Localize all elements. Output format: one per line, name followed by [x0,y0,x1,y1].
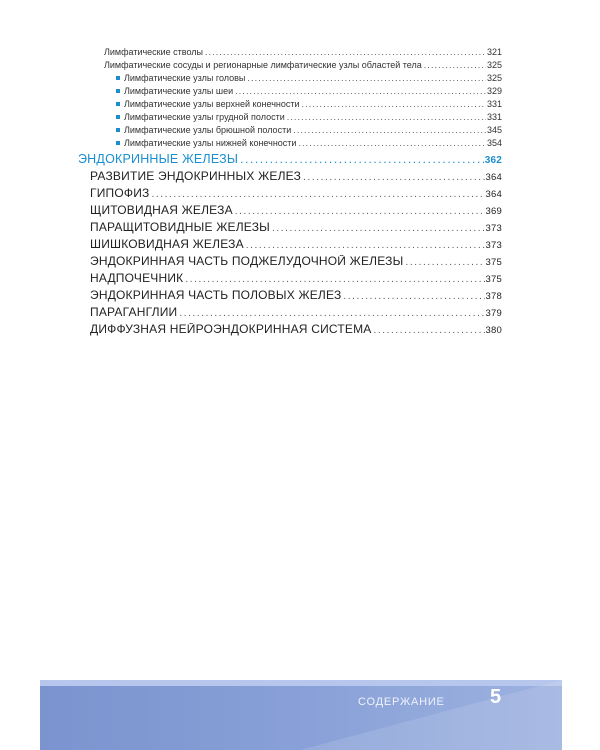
dot-leader [298,139,486,148]
toc-entry-page: 325 [486,74,502,83]
dot-leader [287,113,486,122]
dot-leader [343,292,484,302]
toc-entry-title: ДИФФУЗНАЯ НЕЙРОЭНДОКРИННАЯ СИСТЕМА [90,323,372,336]
toc-section-title: ЭНДОКРИННЫЕ ЖЕЛЕЗЫ [78,153,239,166]
toc-entry-page: 380 [485,325,502,336]
toc-entry-adrenal[interactable] [90,272,502,287]
dot-leader [247,74,486,83]
toc-entry-page: 373 [485,240,502,251]
toc-entry-title: ЩИТОВИДНАЯ ЖЕЛЕЗА [90,204,233,217]
toc-entry-pineal[interactable] [90,238,502,253]
toc-entry-lymph-abdominal[interactable] [116,126,502,137]
toc-entry-title: РАЗВИТИЕ ЭНДОКРИННЫХ ЖЕЛЕЗ [90,170,302,183]
toc-entry-page: 321 [486,48,502,57]
toc-entry-page: 378 [485,291,502,302]
toc-entry-thyroid[interactable] [90,204,502,219]
toc-section-page: 362 [484,155,502,166]
toc-entry-lymph-lower-limb[interactable] [116,139,502,150]
dot-leader [185,275,484,285]
dot-leader [424,61,486,70]
toc-entry-page: 379 [485,308,502,319]
toc-entry-pituitary[interactable] [90,187,502,202]
toc-entry-title: Лимфатические узлы грудной полости [124,113,285,122]
dot-leader [235,87,486,96]
toc-entry-page: 364 [485,189,502,200]
toc-entry-page: 329 [486,87,502,96]
bullet-square-icon [116,76,120,80]
toc-entry-title: ГИПОФИЗ [90,187,150,200]
toc-entry-title: Лимфатические узлы нижней конечности [124,139,297,148]
toc-entry-page: 345 [486,126,502,135]
toc-entry-development[interactable] [90,170,502,185]
page-footer-band [40,680,562,750]
toc-entry-title: Лимфатические сосуды и регионарные лимфатические узлы областей тела [104,61,422,70]
toc-entry-title: ШИШКОВИДНАЯ ЖЕЛЕЗА [90,238,244,251]
toc-entry-lymphatic-trunks[interactable] [104,48,502,59]
footer-page-number: 5 [490,686,502,708]
toc-entry-parathyroid[interactable] [90,221,502,236]
bullet-square-icon [116,141,120,145]
dot-leader [235,207,485,217]
toc-entry-gonads-endocrine[interactable] [90,289,502,304]
toc-entry-diffuse-neuroendocrine[interactable] [90,323,502,338]
toc-entry-title: ЭНДОКРИННАЯ ЧАСТЬ ПОДЖЕЛУДОЧНОЙ ЖЕЛЕЗЫ [90,255,404,268]
bullet-square-icon [116,102,120,106]
toc-entry-page: 364 [485,172,502,183]
toc-entry-lymph-upper-limb[interactable] [116,100,502,111]
toc-entry-title: ПАРАЩИТОВИДНЫЕ ЖЕЛЕЗЫ [90,221,270,234]
toc-entry-regional-lymph-nodes[interactable] [104,61,502,72]
toc-section-endocrine-glands[interactable] [78,153,502,168]
footer-section-label: СОДЕРЖАНИЕ [358,696,445,708]
toc-entry-title: Лимфатические узлы брюшной полости [124,126,292,135]
dot-leader [272,224,485,234]
toc-entry-pancreas-endocrine[interactable] [90,255,502,270]
toc-entry-title: Лимфатические узлы головы [124,74,246,83]
dot-leader [293,126,486,135]
toc-entry-lymph-neck[interactable] [116,87,502,98]
toc-entry-lymph-thoracic[interactable] [116,113,502,124]
toc-entry-title: Лимфатические узлы шеи [124,87,234,96]
toc-entry-page: 331 [486,113,502,122]
toc-entry-title: Лимфатические узлы верхней конечности [124,100,300,109]
toc-entry-page: 375 [485,257,502,268]
toc-entry-title: Лимфатические стволы [104,48,203,57]
toc-entry-title: ЭНДОКРИННАЯ ЧАСТЬ ПОЛОВЫХ ЖЕЛЕЗ [90,289,342,302]
bullet-square-icon [116,128,120,132]
dot-leader [240,153,484,165]
toc-entry-title: НАДПОЧЕЧНИК [90,272,184,285]
dot-leader [246,241,485,251]
dot-leader [303,173,484,183]
bullet-square-icon [116,89,120,93]
toc-entry-page: 325 [486,61,502,70]
toc-entry-page: 354 [486,139,502,148]
dot-leader [205,48,486,57]
dot-leader [179,309,484,319]
toc-entry-page: 375 [485,274,502,285]
toc-entry-page: 369 [485,206,502,217]
toc-entry-lymph-head[interactable] [116,74,502,85]
toc-entry-page: 373 [485,223,502,234]
bullet-square-icon [116,115,120,119]
toc-entry-page: 331 [486,100,502,109]
dot-leader [374,326,485,336]
dot-leader [151,190,484,200]
dot-leader [302,100,486,109]
toc-entry-title: ПАРАГАНГЛИИ [90,306,178,319]
toc-entry-paraganglia[interactable] [90,306,502,321]
dot-leader [405,258,484,268]
